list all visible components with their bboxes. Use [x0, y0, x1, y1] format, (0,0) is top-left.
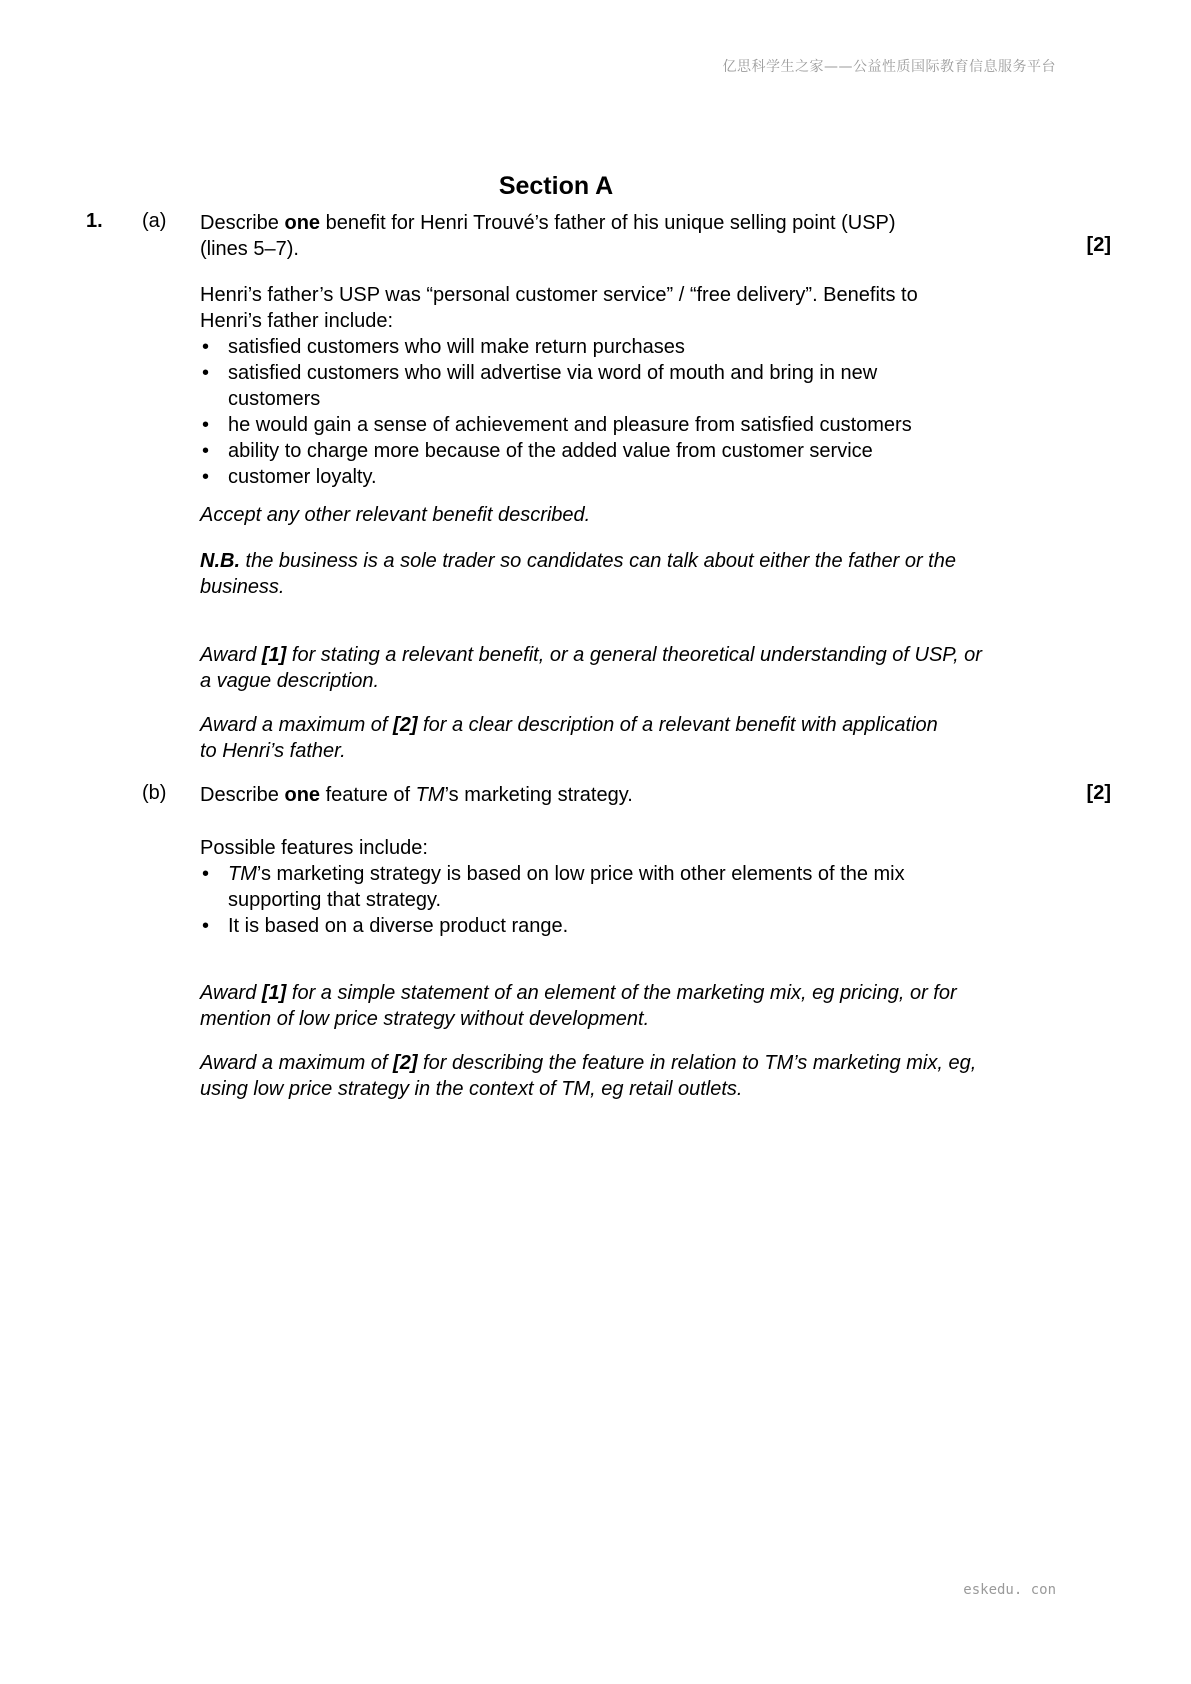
list-item: • TM’s marketing strategy is based on low price with other elements of the mix supporting that strategy. [202, 863, 905, 911]
award-mark: [2] [393, 714, 418, 736]
nb-label: N.B. [200, 550, 240, 572]
list-item: • satisfied customers who will make return purchases [202, 336, 685, 358]
part-b-marks: [2] [1086, 782, 1111, 804]
part-b-prompt: Describe one feature of TM’s marketing strategy. [200, 784, 633, 806]
part-a-award-2: Award a maximum of [2] for a clear description of a relevant benefit with application to Henri’s father. [200, 714, 938, 762]
part-a-bullet-list [200, 334, 980, 490]
part-a-prompt [200, 210, 940, 262]
part-b-prompt-bold: one [284, 784, 321, 806]
award-mark: [1] [261, 982, 287, 1004]
part-b-label: (b) [142, 782, 167, 804]
part-b-award-2: Award a maximum of [2] for describing the feature in relation to TM’s marketing mix, eg, using low price strategy in the context of TM, eg retail outlets. [200, 1052, 977, 1100]
part-a-prompt-pre: Describe [200, 212, 285, 234]
header-watermark: 亿思科学生之家——公益性质国际教育信息服务平台 [722, 59, 1056, 75]
list-item: • customer loyalty. [202, 466, 377, 488]
part-a-answer [200, 282, 1000, 490]
part-a-answer-intro: Henri’s father’s USP was “personal customer service” / “free delivery”. Benefits to Henri’s father include: [200, 284, 918, 332]
part-b-prompt-italic: TM [415, 784, 445, 806]
part-a-prompt-post: benefit for Henri Trouvé’s father of his unique selling point (USP) (lines 5–7). [200, 212, 896, 260]
nb-text: the business is a sole trader so candidates can talk about either the father or the business. [200, 550, 956, 598]
part-a-prompt-bold: one [284, 212, 321, 234]
list-item: • he would gain a sense of achievement and pleasure from satisfied customers [202, 414, 912, 436]
part-a-nb-note [200, 548, 960, 600]
list-item: • satisfied customers who will advertise via word of mouth and bring in new customers [202, 362, 878, 410]
part-b-award-1: Award [1] for a simple statement of an element of the marketing mix, eg pricing, or for mention of low price strategy without development. [200, 982, 957, 1030]
list-item: • ability to charge more because of the added value from customer service [202, 440, 873, 462]
footer-site-text: eskedu. con [963, 1582, 1056, 1598]
section-title: Section A [498, 172, 614, 200]
award-mark: [1] [261, 644, 287, 666]
question-number: 1. [86, 210, 103, 232]
award-mark: [2] [393, 1052, 418, 1074]
part-a-marks: [2] [1086, 234, 1111, 256]
part-b-bullet-list [200, 861, 960, 939]
part-a-accept-note: Accept any other relevant benefit described. [200, 504, 591, 526]
part-b-answer-intro: Possible features include: [200, 837, 428, 859]
part-a-label: (a) [142, 210, 167, 232]
list-item: • It is based on a diverse product range. [202, 915, 569, 937]
part-a-award-1: Award [1] for stating a relevant benefit, or a general theoretical understanding of USP, or a vague description. [200, 644, 982, 692]
part-b-answer [200, 835, 1000, 939]
